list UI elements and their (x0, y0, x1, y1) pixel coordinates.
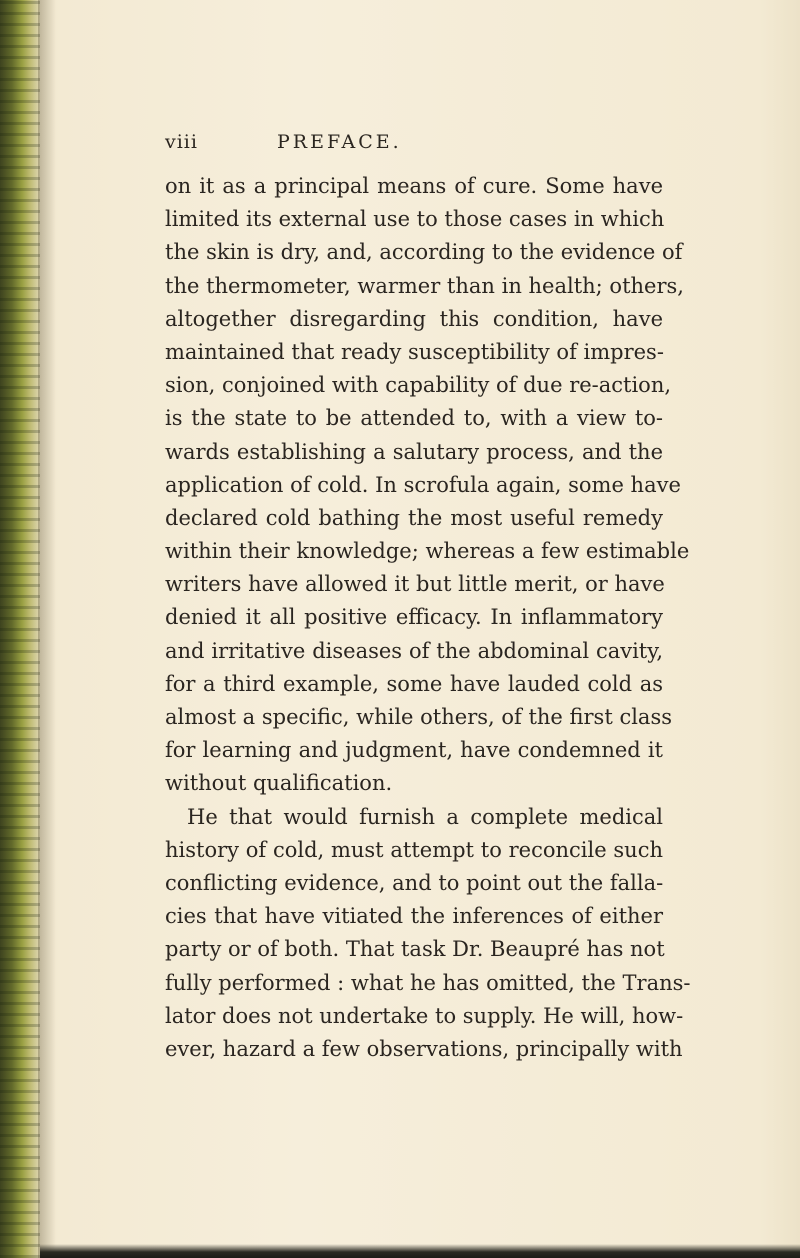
book-binding-edge (0, 0, 40, 1258)
text-line: the thermometer, warmer than in health; others, (165, 273, 684, 298)
page-header (165, 131, 645, 161)
body-text (165, 170, 691, 1066)
page-number: viii (165, 131, 198, 153)
text-line: maintained that ready susceptibility of impres- (165, 339, 664, 364)
text-line: party or of both. That task Dr. Beaupré has not (165, 937, 665, 962)
text-line: limited its external use to those cases in which (165, 207, 665, 232)
text-line: is the state to be attended to, with a view to- (165, 406, 663, 431)
gutter-shadow (38, 0, 56, 1258)
text-line: the skin is dry, and, according to the evidence of (165, 240, 683, 265)
running-head: PREFACE. (277, 131, 402, 153)
text-line: writers have allowed it but little merit, or have (165, 572, 665, 597)
text-line: ever, hazard a few observations, principally with (165, 1036, 683, 1061)
text-line: within their knowledge; whereas a few estimable (165, 539, 690, 564)
text-line: conflicting evidence, and to point out the falla- (165, 870, 664, 895)
paragraph-start-line: He that would furnish a complete medical (187, 804, 663, 829)
page-bottom-edge (40, 1244, 800, 1258)
text-line: fully performed : what he has omitted, the Trans- (165, 970, 691, 995)
text-line: history of cold, must attempt to reconcile such (165, 837, 663, 862)
text-line: application of cold. In scrofula again, some have (165, 472, 681, 497)
paragraph-end-line: without qualification. (165, 771, 393, 796)
text-line: cies that have vitiated the inferences of either (165, 904, 663, 929)
text-line: for a third example, some have lauded cold as (165, 671, 663, 696)
text-line: altogether disregarding this condition, have (165, 306, 663, 331)
text-line: lator does not undertake to supply. He will, how- (165, 1003, 684, 1028)
text-line: wards establishing a salutary process, and the (165, 439, 663, 464)
text-line: and irritative diseases of the abdominal cavity, (165, 638, 663, 663)
text-line: denied it all positive efficacy. In inflammatory (165, 605, 663, 630)
text-line: almost a specific, while others, of the first class (165, 705, 673, 729)
text-line: sion, conjoined with capability of due re-action, (165, 373, 672, 398)
text-line: declared cold bathing the most useful remedy (165, 505, 663, 530)
text-line: for learning and judgment, have condemned it (165, 738, 663, 763)
text-line: on it as a principal means of cure. Some have (165, 174, 663, 198)
